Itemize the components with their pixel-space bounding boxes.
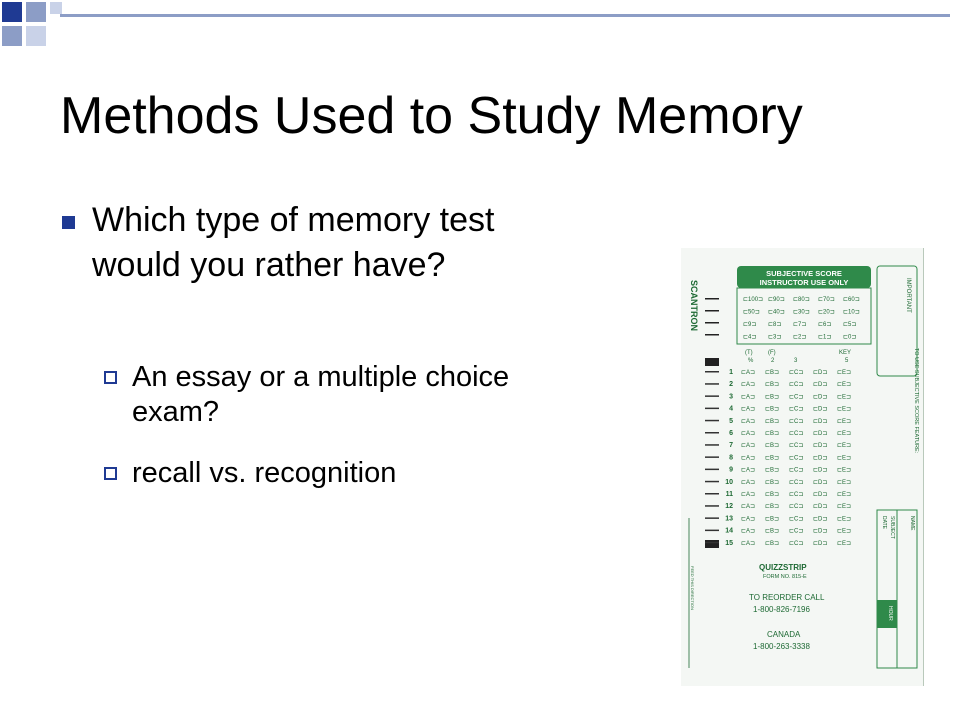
answer-bubble: ⊏A⊐ — [741, 406, 756, 413]
answer-bubble: ⊏C⊐ — [789, 455, 804, 462]
row-number: 10 — [725, 478, 733, 486]
answer-bubble: ⊏E⊐ — [837, 516, 852, 523]
score-bubble: ⊏60⊐ — [843, 297, 860, 303]
answer-bubble: ⊏A⊐ — [741, 382, 756, 389]
slide-title: Methods Used to Study Memory — [60, 87, 803, 145]
timing-mark — [705, 542, 719, 544]
answer-bubble: ⊏C⊐ — [789, 418, 804, 425]
answer-bubble: ⊏B⊐ — [765, 540, 780, 547]
timing-mark — [705, 481, 719, 483]
answer-bubble: ⊏B⊐ — [765, 492, 780, 498]
col-key-sub: 5 — [845, 358, 849, 364]
row-number: 3 — [729, 393, 733, 401]
score-bubble: ⊏4⊐ — [743, 334, 757, 341]
answer-bubble: ⊏E⊐ — [837, 394, 852, 401]
answer-bubble: ⊏C⊐ — [789, 394, 804, 401]
answer-bubble: ⊏E⊐ — [837, 431, 852, 437]
timing-mark — [705, 505, 719, 507]
answer-bubble: ⊏D⊐ — [813, 431, 828, 437]
answer-bubble: ⊏D⊐ — [813, 455, 828, 462]
phone-ca: 1-800-263-3338 — [753, 642, 810, 651]
row-number: 1 — [729, 369, 733, 376]
row-number: 2 — [729, 381, 733, 389]
timing-mark — [705, 456, 719, 458]
reorder-label: TO REORDER CALL — [749, 593, 825, 602]
row-number: 15 — [725, 539, 733, 547]
answer-bubble: ⊏C⊐ — [789, 528, 804, 535]
answer-bubble: ⊏E⊐ — [837, 492, 852, 498]
score-bubble: ⊏30⊐ — [793, 309, 810, 316]
answer-bubble: ⊏D⊐ — [813, 492, 828, 498]
answer-bubble: ⊏A⊐ — [741, 516, 756, 523]
score-bubble: ⊏100⊐ — [743, 297, 764, 303]
answer-bubble: ⊏C⊐ — [789, 504, 804, 511]
header-rule — [60, 14, 950, 17]
answer-bubble: ⊏A⊐ — [741, 431, 756, 437]
answer-bubble: ⊏B⊐ — [765, 394, 780, 401]
answer-bubble: ⊏A⊐ — [741, 455, 756, 462]
score-bubble: ⊏2⊐ — [793, 334, 807, 341]
row-number: 9 — [729, 466, 733, 474]
answer-bubble: ⊏C⊐ — [789, 467, 804, 474]
answer-bubble: ⊏E⊐ — [837, 504, 852, 511]
score-bubble: ⊏40⊐ — [768, 309, 785, 316]
answer-bubble: ⊏B⊐ — [765, 370, 780, 376]
col-t-sub: % — [748, 358, 754, 364]
score-bubble: ⊏7⊐ — [793, 322, 807, 328]
col-f-label: (F) — [768, 350, 776, 356]
row-number: 7 — [729, 442, 733, 450]
answer-bubble: ⊏A⊐ — [741, 443, 756, 450]
answer-bubble: ⊏D⊐ — [813, 504, 828, 511]
answer-bubble: ⊏C⊐ — [789, 516, 804, 523]
row-number: 8 — [729, 454, 733, 462]
hour-label: HOUR — [887, 606, 893, 621]
scantron-graphic — [681, 248, 923, 686]
score-bubble: ⊏6⊐ — [818, 322, 832, 328]
bullet-item — [60, 198, 520, 288]
answer-bubble: ⊏C⊐ — [789, 540, 804, 547]
answer-bubble: ⊏B⊐ — [765, 455, 780, 462]
timing-mark — [705, 493, 719, 495]
brand-label: SCANTRON — [689, 280, 699, 331]
score-bubble: ⊏80⊐ — [793, 297, 810, 303]
answer-bubble: ⊏D⊐ — [813, 516, 828, 523]
timing-mark — [705, 469, 719, 471]
answer-bubble: ⊏C⊐ — [789, 492, 804, 498]
answer-bubble: ⊏E⊐ — [837, 479, 852, 486]
timing-mark — [705, 371, 719, 373]
answer-bubble: ⊏A⊐ — [741, 492, 756, 498]
feed-direction-label: FEED THIS DIRECTION — [690, 566, 695, 610]
answer-bubble: ⊏E⊐ — [837, 418, 852, 425]
score-bubble: ⊏1⊐ — [818, 334, 832, 341]
answer-bubble: ⊏B⊐ — [765, 382, 780, 389]
important-label: IMPORTANT — [905, 278, 911, 313]
name-label: NAME — [909, 516, 915, 531]
answer-bubble: ⊏C⊐ — [789, 406, 804, 413]
col-key-label: KEY — [839, 350, 852, 356]
col-f-sub: 2 — [771, 358, 775, 364]
answer-bubble: ⊏B⊐ — [765, 516, 780, 523]
form-number: FORM NO. 815-E — [763, 574, 807, 580]
answer-bubble: ⊏E⊐ — [837, 528, 852, 535]
answer-bubble: ⊏E⊐ — [837, 540, 852, 547]
answer-bubble: ⊏A⊐ — [741, 540, 756, 547]
scantron-answer-sheet-image — [681, 248, 924, 686]
timing-mark — [705, 395, 719, 397]
subbullet-text: recall vs. recognition — [132, 457, 397, 489]
answer-bubble: ⊏C⊐ — [789, 479, 804, 486]
answer-bubble: ⊏A⊐ — [741, 528, 756, 535]
row-number: 12 — [725, 503, 733, 511]
timing-mark — [705, 432, 719, 434]
square-bullet-icon — [62, 216, 75, 229]
subject-label: SUBJECT — [889, 516, 895, 539]
answer-bubble: ⊏D⊐ — [813, 467, 828, 474]
score-bubble: ⊏10⊐ — [843, 309, 860, 316]
answer-bubble: ⊏B⊐ — [765, 528, 780, 535]
col-t-label: (T) — [745, 350, 753, 356]
row-number: 6 — [729, 430, 733, 437]
answer-bubble: ⊏B⊐ — [765, 431, 780, 437]
answer-bubble: ⊏D⊐ — [813, 479, 828, 486]
timing-mark — [705, 530, 719, 532]
score-bubble: ⊏20⊐ — [818, 309, 835, 316]
answer-bubble: ⊏D⊐ — [813, 394, 828, 401]
score-bubble: ⊏5⊐ — [843, 322, 857, 328]
row-number: 11 — [725, 491, 733, 498]
answer-bubble: ⊏C⊐ — [789, 382, 804, 389]
answer-bubble: ⊏E⊐ — [837, 467, 852, 474]
answer-bubble: ⊏D⊐ — [813, 443, 828, 450]
timing-mark — [705, 383, 719, 385]
score-header-line1: SUBJECTIVE SCORE — [766, 269, 842, 278]
score-header-line2: INSTRUCTOR USE ONLY — [759, 278, 849, 287]
answer-bubble: ⊏A⊐ — [741, 479, 756, 486]
canada-label: CANADA — [767, 630, 801, 639]
timing-mark — [705, 517, 719, 519]
score-bubble: ⊏70⊐ — [818, 297, 835, 303]
answer-bubble: ⊏C⊐ — [789, 431, 804, 437]
row-number: 5 — [729, 417, 733, 425]
hollow-square-bullet-icon — [104, 467, 117, 480]
answer-bubble: ⊏A⊐ — [741, 418, 756, 425]
answer-bubble: ⊏C⊐ — [789, 443, 804, 450]
score-bubble: ⊏90⊐ — [768, 297, 785, 303]
row-number: 14 — [725, 527, 733, 535]
subjective-feature-label: TO USE SUBJECTIVE SCORE FEATURE: — [913, 348, 919, 454]
answer-bubble: ⊏A⊐ — [741, 370, 756, 376]
corner-decoration — [0, 0, 80, 50]
answer-bubble: ⊏A⊐ — [741, 394, 756, 401]
score-bubble: ⊏8⊐ — [768, 322, 782, 328]
answer-bubble: ⊏D⊐ — [813, 382, 828, 389]
answer-bubble: ⊏A⊐ — [741, 504, 756, 511]
product-name: QUIZZSTRIP — [759, 563, 807, 572]
subbullet-text: An essay or a multiple choice exam? — [132, 361, 510, 428]
answer-bubble: ⊏B⊐ — [765, 467, 780, 474]
bullet-text: Which type of memory test would you rather have? — [92, 201, 495, 284]
answer-bubble: ⊏B⊐ — [765, 443, 780, 450]
score-bubble: ⊏0⊐ — [843, 334, 857, 341]
score-bubble: ⊏3⊐ — [768, 334, 782, 341]
answer-bubble: ⊏E⊐ — [837, 406, 852, 413]
phone-us: 1-800-826-7196 — [753, 605, 810, 614]
answer-bubble: ⊏D⊐ — [813, 406, 828, 413]
row-number: 4 — [729, 405, 733, 413]
timing-mark — [705, 420, 719, 422]
date-label: DATE — [881, 516, 887, 529]
score-bubble: ⊏50⊐ — [743, 309, 760, 316]
answer-bubble: ⊏E⊐ — [837, 455, 852, 462]
timing-mark — [705, 444, 719, 446]
row-number: 13 — [725, 515, 733, 523]
answer-bubble: ⊏D⊐ — [813, 540, 828, 547]
answer-bubble: ⊏D⊐ — [813, 418, 828, 425]
answer-bubble: ⊏B⊐ — [765, 504, 780, 511]
answer-bubble: ⊏B⊐ — [765, 479, 780, 486]
answer-bubble: ⊏D⊐ — [813, 528, 828, 535]
timing-mark — [705, 408, 719, 410]
answer-bubble: ⊏A⊐ — [741, 467, 756, 474]
answer-bubble: ⊏B⊐ — [765, 418, 780, 425]
subbullet-item — [104, 456, 524, 491]
score-bubble: ⊏9⊐ — [743, 322, 757, 328]
answer-bubble: ⊏D⊐ — [813, 370, 828, 376]
answer-bubble: ⊏E⊐ — [837, 382, 852, 389]
answer-bubble: ⊏C⊐ — [789, 370, 804, 376]
answer-bubble: ⊏E⊐ — [837, 443, 852, 450]
answer-bubble: ⊏B⊐ — [765, 406, 780, 413]
answer-bubble: ⊏E⊐ — [837, 370, 852, 376]
subbullet-item — [104, 360, 524, 430]
col-3-label: 3 — [794, 358, 798, 364]
hollow-square-bullet-icon — [104, 371, 117, 384]
